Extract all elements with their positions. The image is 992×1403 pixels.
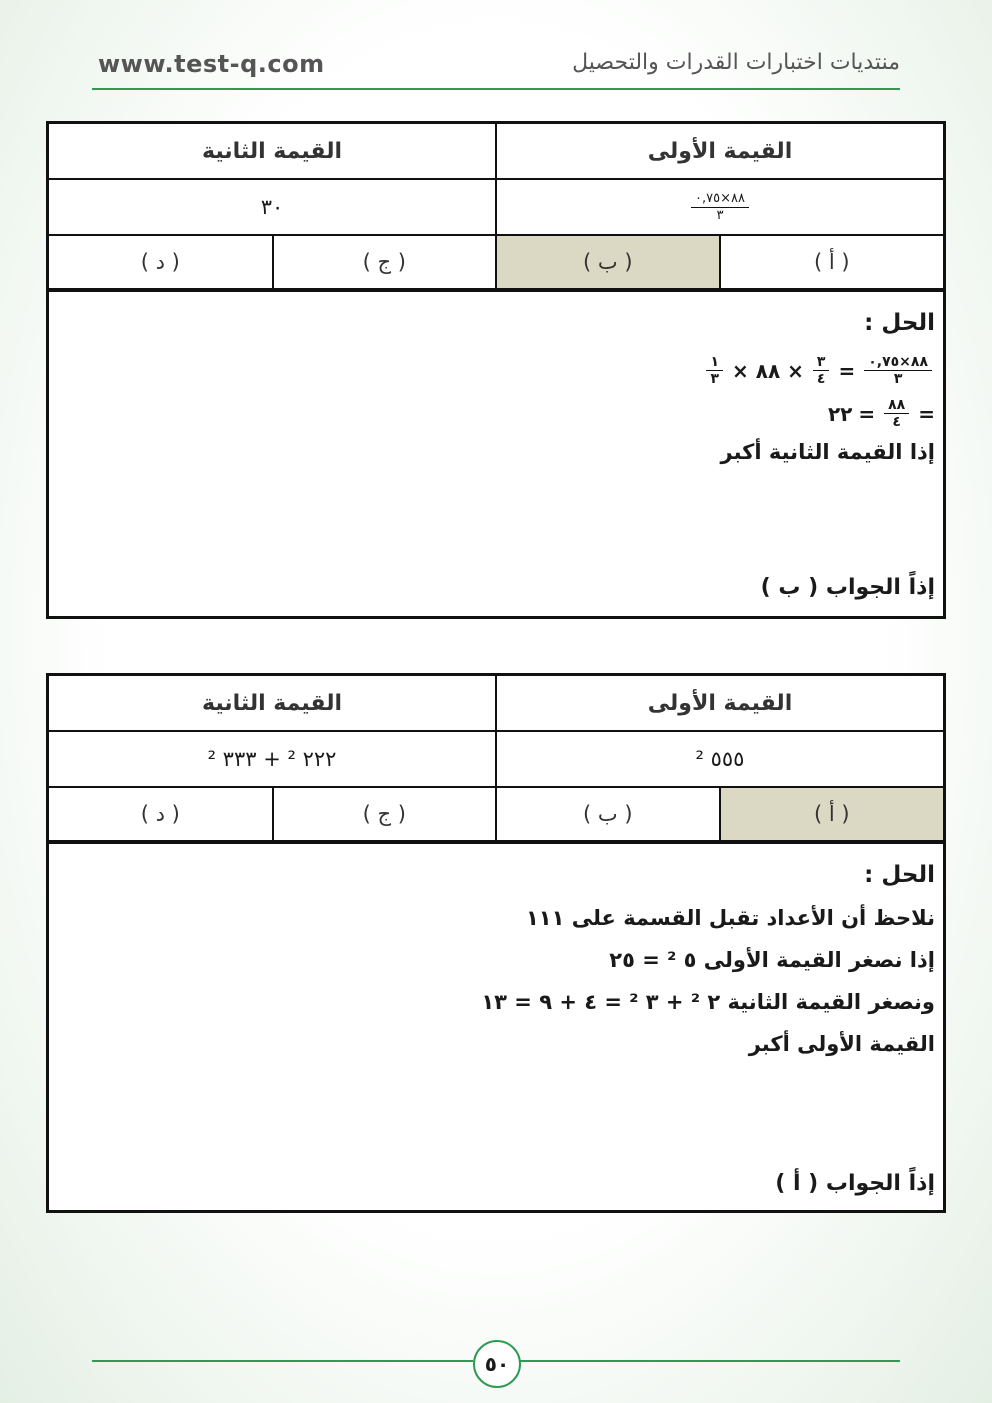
option-c[interactable]: ( ج )	[273, 235, 497, 289]
solution-answer: إذاً الجواب ( أ )	[775, 1171, 935, 1196]
first-value: $\frac{٨٨\times ٠,٧٥}{٣}$	[496, 179, 943, 235]
solution-step-1: $\frac{١}{٣}$ × ٨٨ × $\frac{٣}{٤}$ = $\frac{٨٨\times ٠,٧٥}{٣}$	[59, 354, 935, 387]
solution-1	[49, 290, 943, 608]
column-header-first: القيمة الأولى	[496, 676, 943, 731]
question-box-2	[46, 673, 946, 1213]
solution-conclusion: إذا القيمة الثانية أكبر	[720, 440, 935, 464]
first-value: ٥٥٥ ²	[496, 731, 943, 787]
column-header-second: القيمة الثانية	[49, 124, 496, 179]
option-c[interactable]: ( ج )	[273, 787, 497, 841]
option-a[interactable]: ( أ )	[720, 235, 944, 289]
header-url: www.test-q.com	[98, 50, 325, 78]
second-value: ٢٢٢ ² + ٣٣٣ ²	[49, 731, 496, 787]
solution-line: ونصغر القيمة الثانية ٢ ² + ٣ ² = ٤ + ٩ = ١٣	[481, 990, 935, 1014]
solution-line: نلاحظ أن الأعداد تقبل القسمة على ١١١	[525, 906, 935, 930]
column-header-first: القيمة الأولى	[496, 124, 943, 179]
solution-answer: إذاً الجواب ( ب )	[760, 575, 935, 600]
option-a[interactable]: ( أ )	[720, 787, 944, 841]
page-number: ٥٠	[473, 1340, 521, 1388]
header-forum-title: منتديات اختبارات القدرات والتحصيل	[572, 50, 900, 75]
solution-title: الحل :	[864, 862, 935, 888]
solution-line: القيمة الأولى أكبر	[748, 1032, 935, 1056]
solution-line: إذا نصغر القيمة الأولى ٥ ² = ٢٥	[609, 948, 935, 972]
option-d[interactable]: ( د )	[49, 235, 273, 289]
option-b[interactable]: ( ب )	[496, 787, 720, 841]
footer-divider-right	[519, 1360, 900, 1362]
second-value: ٣٠	[49, 179, 496, 235]
solution-2	[49, 842, 943, 1204]
solution-step-2: ٢٢ = $\frac{٨٨}{٤}$ =	[827, 397, 935, 430]
option-b[interactable]: ( ب )	[496, 235, 720, 289]
solution-title: الحل :	[864, 310, 935, 336]
question-box-1	[46, 121, 946, 619]
footer-divider-left	[92, 1360, 473, 1362]
option-d[interactable]: ( د )	[49, 787, 273, 841]
column-header-second: القيمة الثانية	[49, 676, 496, 731]
header-divider	[92, 88, 900, 90]
